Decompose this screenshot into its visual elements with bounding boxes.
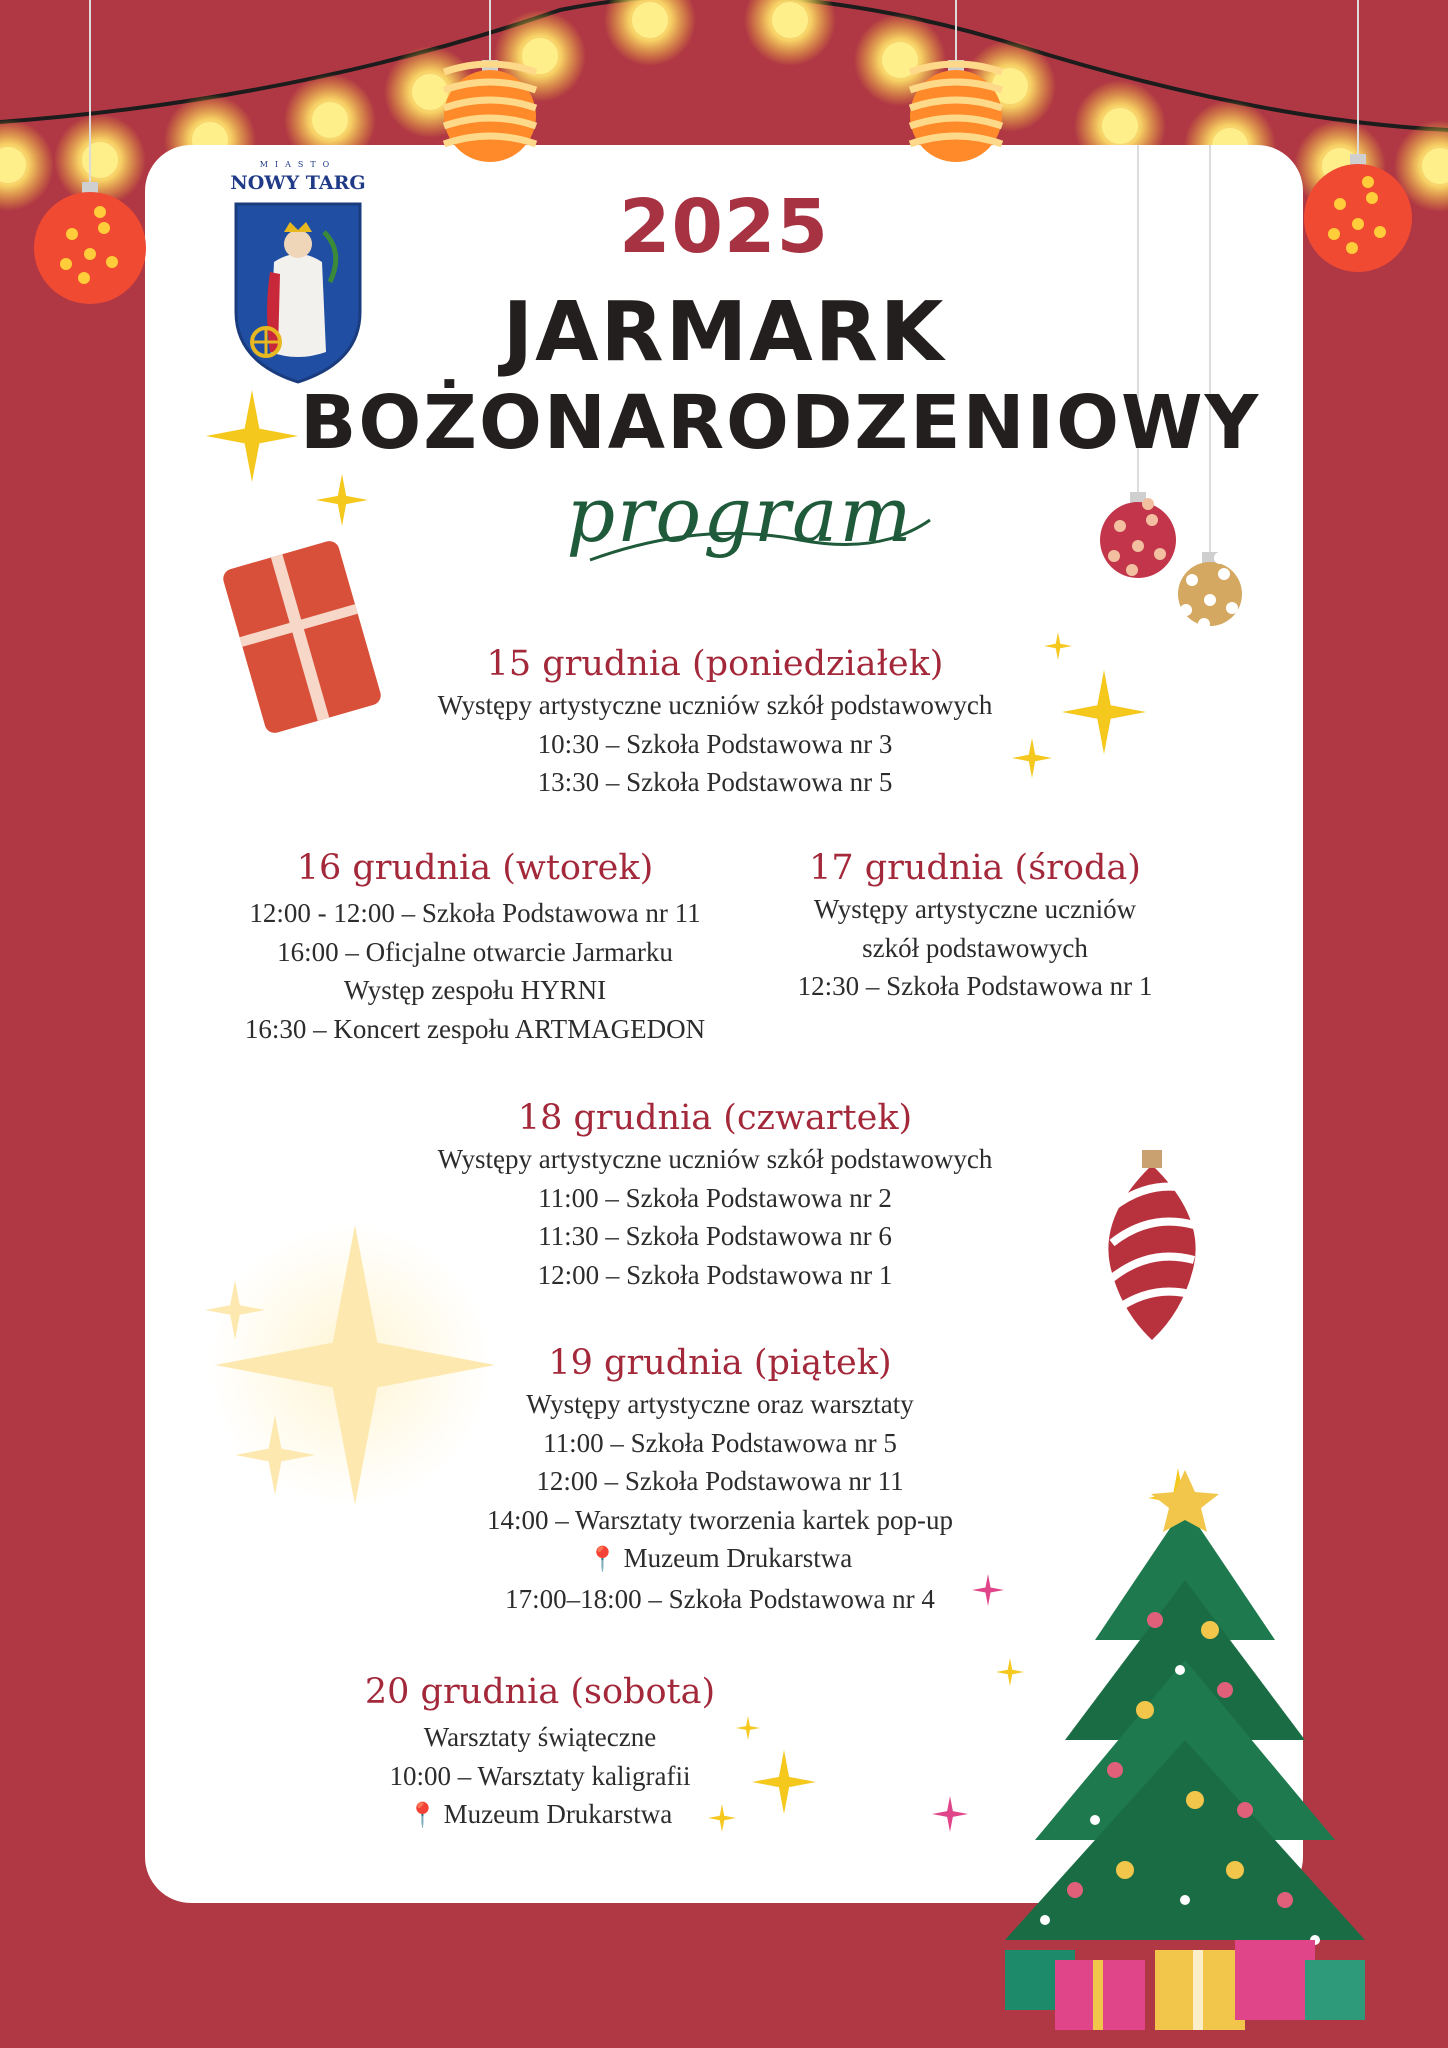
event-line-location bbox=[330, 1795, 750, 1836]
bauble-dot bbox=[1226, 602, 1238, 614]
event-line: 11:00 – Szkoła Podstawowa nr 2 bbox=[538, 1182, 892, 1213]
bauble-dot bbox=[84, 248, 96, 260]
day-section-20 bbox=[330, 1670, 750, 1836]
bauble-dot bbox=[1366, 192, 1378, 204]
event-line: Warsztaty świąteczne bbox=[423, 1722, 657, 1752]
christmas-tree-icon bbox=[985, 1470, 1385, 2030]
location-pin-icon: 📍 bbox=[407, 1803, 438, 1829]
event-line: Występy artystyczne oraz warsztaty bbox=[526, 1389, 914, 1419]
bauble-dot bbox=[78, 272, 90, 284]
sparkle-star-icon bbox=[316, 474, 368, 526]
event-line: Występ zespołu HYRNI bbox=[343, 975, 607, 1005]
bauble-dot bbox=[98, 222, 110, 234]
ornament-cap bbox=[1142, 1150, 1162, 1168]
bauble-dot bbox=[1180, 604, 1192, 616]
bauble-dot bbox=[1352, 218, 1364, 230]
event-line: 12:00 – Szkoła Podstawowa nr 11 bbox=[536, 1466, 904, 1496]
bauble-dot bbox=[1108, 550, 1120, 562]
event-line: 13:30 – Szkoła Podstawowa nr 5 bbox=[537, 767, 893, 797]
sparkle-star-icon bbox=[206, 390, 298, 482]
day-section-17 bbox=[760, 846, 1190, 1006]
title-line-2: BOŻONARODZENIOWY bbox=[300, 380, 1261, 466]
bauble-dot bbox=[1114, 520, 1126, 532]
day-section-16 bbox=[190, 846, 760, 1048]
bauble-dot bbox=[1204, 594, 1216, 606]
day-section-19 bbox=[420, 1341, 1020, 1618]
bauble-dot bbox=[1334, 198, 1346, 210]
location-text: Muzeum Drukarstwa bbox=[623, 1543, 853, 1573]
event-line: szkół podstawowych bbox=[862, 932, 1088, 963]
bauble-dot bbox=[1218, 568, 1230, 580]
bauble-dot bbox=[106, 256, 118, 268]
event-line: 12:30 – Szkoła Podstawowa nr 1 bbox=[797, 971, 1153, 1001]
location-pin-icon: 📍 bbox=[587, 1547, 618, 1573]
bauble-dot bbox=[1346, 242, 1358, 254]
bauble-dot bbox=[1374, 226, 1386, 238]
event-line: 16:00 – Oficjalne otwarcie Jarmarku bbox=[277, 936, 673, 967]
event-line: 11:30 – Szkoła Podstawowa nr 6 bbox=[538, 1221, 892, 1251]
sparkle-star-icon bbox=[932, 1796, 968, 1832]
day-heading: 20 grudnia (sobota) bbox=[364, 1672, 716, 1712]
day-section-18 bbox=[360, 1096, 1070, 1294]
event-line: Występy artystyczne uczniów szkół podstawowych bbox=[437, 690, 993, 720]
bauble-dot bbox=[1154, 548, 1166, 560]
bauble-dot bbox=[1214, 552, 1226, 564]
bauble-dot bbox=[1362, 176, 1374, 188]
event-line: 16:30 – Koncert zespołu ARTMAGEDON bbox=[244, 1013, 706, 1044]
event-line: 10:00 – Warsztaty kaligrafii bbox=[389, 1760, 691, 1791]
day-heading: 19 grudnia (piątek) bbox=[548, 1343, 892, 1383]
bauble-dot bbox=[1132, 540, 1144, 552]
sparkle-star-icon bbox=[1062, 670, 1146, 754]
event-line: 11:00 – Szkoła Podstawowa nr 5 bbox=[543, 1427, 897, 1458]
day-heading: 18 grudnia (czwartek) bbox=[517, 1098, 913, 1138]
location-text: Muzeum Drukarstwa bbox=[443, 1799, 673, 1829]
bauble-dot bbox=[60, 258, 72, 270]
bauble-dot bbox=[1328, 228, 1340, 240]
event-line: Występy artystyczne uczniów szkół podstawowych bbox=[437, 1144, 993, 1174]
event-line-location bbox=[420, 1539, 1020, 1580]
logo-city-name: NOWY TARG bbox=[230, 172, 366, 194]
event-line: 14:00 – Warsztaty tworzenia kartek pop-up bbox=[487, 1504, 953, 1535]
event-line: 10:30 – Szkoła Podstawowa nr 3 bbox=[537, 728, 893, 759]
city-logo bbox=[228, 160, 368, 390]
day-heading: 17 grudnia (środa) bbox=[809, 848, 1141, 888]
bauble-dot bbox=[1146, 514, 1158, 526]
event-year: 2025 bbox=[619, 184, 829, 270]
bauble-dot bbox=[1198, 618, 1210, 630]
bauble-dot bbox=[1126, 564, 1138, 576]
day-heading: 15 grudnia (poniedziałek) bbox=[486, 644, 944, 684]
bauble-dot bbox=[94, 206, 106, 218]
bauble-dot bbox=[66, 228, 78, 240]
logo-top-text: MIASTO bbox=[259, 160, 337, 169]
gift-box-icon bbox=[221, 539, 383, 735]
title-line-1: JARMARK bbox=[502, 285, 946, 380]
day-heading: 16 grudnia (wtorek) bbox=[296, 848, 654, 888]
bauble-dot bbox=[1186, 574, 1198, 586]
event-line: 17:00–18:00 – Szkoła Podstawowa nr 4 bbox=[505, 1583, 935, 1614]
event-line: Występy artystyczne uczniów bbox=[813, 894, 1137, 924]
program-subtitle: program bbox=[566, 470, 914, 559]
coat-of-arms-icon bbox=[234, 202, 362, 384]
sparkle-star-icon bbox=[752, 1750, 816, 1814]
event-line: 12:00 - 12:00 – Szkoła Podstawowa nr 11 bbox=[249, 898, 701, 928]
day-section-15 bbox=[360, 642, 1070, 802]
event-line: 12:00 – Szkoła Podstawowa nr 1 bbox=[537, 1259, 893, 1290]
bauble-dot bbox=[1142, 498, 1154, 510]
